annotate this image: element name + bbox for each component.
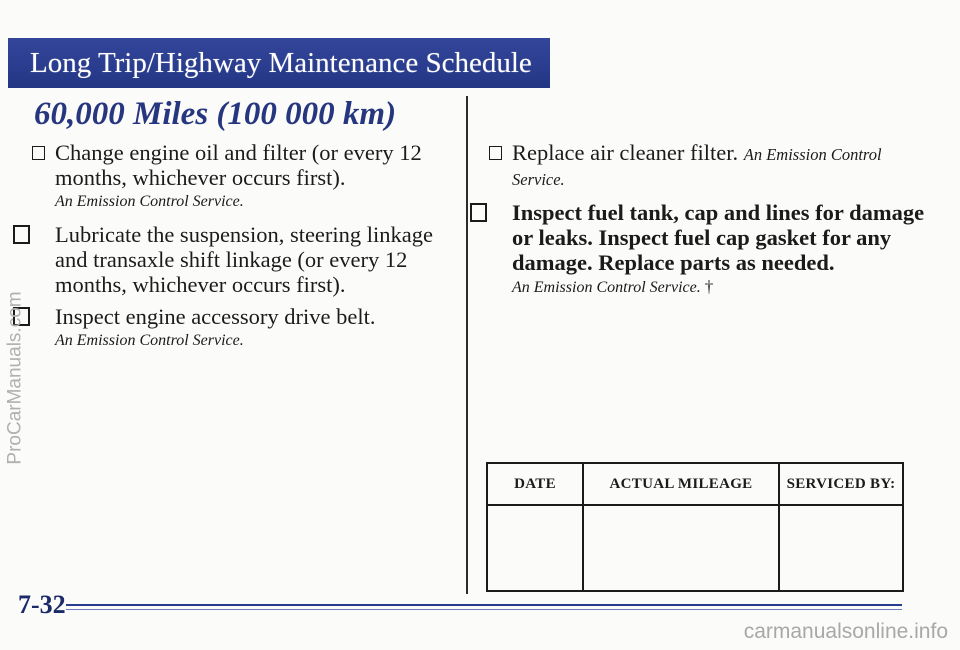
date-cell[interactable] [488,506,584,592]
banner-title: Long Trip/Highway Maintenance Schedule [30,47,532,79]
service-record-table [486,462,904,592]
checklist-item-change-oil [32,140,452,190]
checklist-item-lubricate [32,222,452,297]
header-serviced-by: SERVICED BY: [786,476,896,492]
item-text: Inspect fuel tank, cap and lines for damage or leaks. Inspect fuel cap gasket for any damage. Replace parts as needed. [512,200,925,275]
left-column [32,140,452,351]
item-text: Lubricate the suspension, steering linkage and transaxle shift linkage (or every 12 months, whichever occurs first). [55,222,434,297]
serviced-by-cell[interactable] [780,506,902,592]
checklist-item-drive-belt [32,304,452,329]
side-watermark [4,228,28,528]
page-number: 7-32 [18,590,66,619]
header-actual-mileage: ACTUAL MILEAGE [584,464,780,504]
column-divider [466,96,468,594]
side-watermark-text: ProCarManuals.com [5,291,27,465]
table-row [488,506,902,592]
bottom-watermark: carmanualsonline.info [743,620,948,643]
emission-note [489,277,929,298]
checkbox-icon[interactable] [32,146,45,160]
checklist-item-air-filter [489,140,929,190]
mileage-cell[interactable] [584,506,780,592]
item-text: Inspect engine accessory drive belt. [55,304,376,329]
emission-note: An Emission Control Service. [55,193,244,210]
emission-note-text: An Emission Control Service. [512,279,701,296]
dagger-mark: † [704,277,714,296]
table-header-row [488,464,902,506]
mileage-heading: 60,000 Miles (100 000 km) [34,96,397,132]
emission-note: An Emission Control Service. [55,332,244,349]
checkbox-icon[interactable] [489,146,502,160]
emission-note: An Emission Control Service. [512,145,882,189]
section-banner [8,38,550,88]
checkbox-icon[interactable] [470,203,487,222]
item-text: Replace air cleaner filter. [512,140,739,165]
footer-rule [66,604,902,606]
footer-rule-thin [66,609,902,610]
header-date: DATE [488,464,584,504]
checklist-item-fuel-tank [489,200,929,275]
item-text: Change engine oil and filter (or every 12 months, whichever occurs first). [55,140,422,190]
right-column [489,140,929,298]
